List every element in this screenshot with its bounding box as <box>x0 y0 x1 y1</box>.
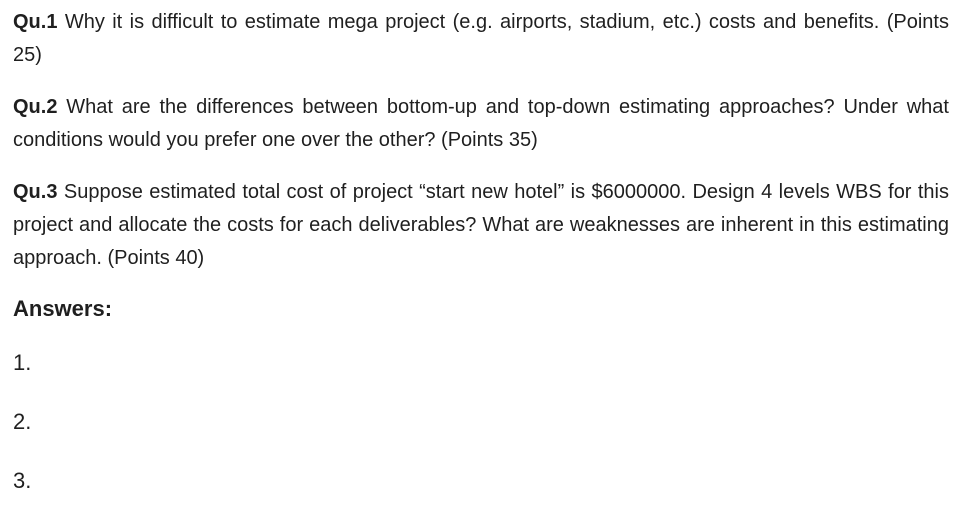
question-1 <box>13 6 949 72</box>
question-1-text: Why it is difficult to estimate mega project (e.g. airports, stadium, etc.) costs and benefits. (Points 25) <box>13 11 949 66</box>
question-1-label: Qu.1 <box>13 11 58 33</box>
question-2-label: Qu.2 <box>13 96 58 118</box>
document-body <box>13 6 949 525</box>
question-2 <box>13 91 949 157</box>
answer-item-1: 1. <box>13 350 32 375</box>
answers-heading: Answers: <box>13 296 113 321</box>
question-3-text: Suppose estimated total cost of project “start new hotel” is $6000000. Design 4 levels WBS for this project and allocate the costs for each deliverables? What are weaknesses are inherent in this estimating approach. (Points 40) <box>13 181 949 269</box>
question-2-text: What are the differences between bottom-up and top-down estimating approaches? Under what conditions would you prefer one over the other? (Points 35) <box>13 96 949 151</box>
answer-item-2: 2. <box>13 409 32 434</box>
answer-item-3: 3. <box>13 468 32 493</box>
question-3 <box>13 176 949 275</box>
question-3-label: Qu.3 <box>13 181 58 203</box>
